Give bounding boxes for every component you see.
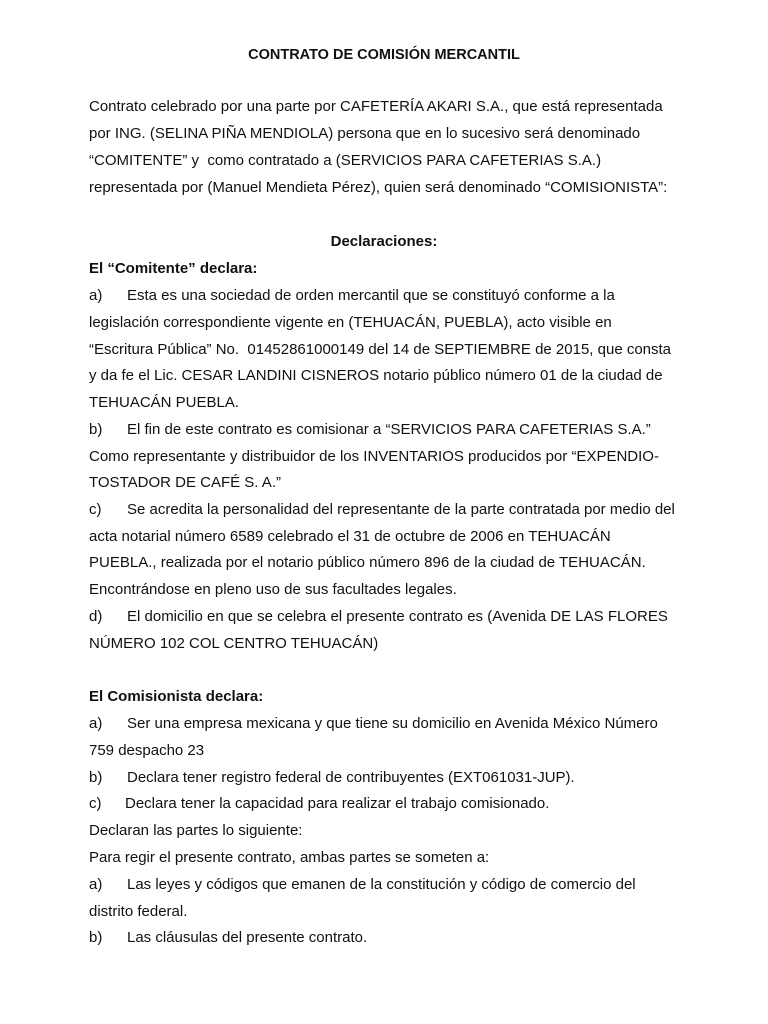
- partes-line: Declaran las partes lo siguiente:: [89, 822, 303, 839]
- item-text: Declara tener la capacidad para realizar el trabajo comisionado.: [125, 795, 550, 812]
- paragraph-line: y da fe el Lic. CESAR LANDINI CISNEROS notario público número 01 de la ciudad de: [89, 367, 663, 384]
- item-label: a): [89, 715, 103, 732]
- declaraciones-heading: Declaraciones:: [330, 233, 438, 250]
- intro-line: representada por (Manuel Mendieta Pérez), quien será denominado “COMISIONISTA”:: [89, 179, 668, 196]
- paragraph-line: NÚMERO 102 COL CENTRO TEHUACÁN): [89, 635, 379, 652]
- item-label: b): [89, 421, 103, 438]
- paragraph-line: Encontrándose en pleno uso de sus facultades legales.: [89, 581, 457, 598]
- comitente-heading: El “Comitente” declara:: [89, 260, 258, 277]
- regir-line: Para regir el presente contrato, ambas partes se someten a:: [89, 849, 490, 866]
- comisionista-heading: El Comisionista declara:: [89, 688, 264, 705]
- paragraph-line: “Escritura Pública” No. 01452861000149 del 14 de SEPTIEMBRE de 2015, que consta: [89, 341, 672, 358]
- paragraph-line: distrito federal.: [89, 903, 188, 920]
- sometimiento-item-b: [89, 928, 367, 948]
- comisionista-item-b: [89, 768, 575, 788]
- paragraph-line: TEHUACÁN PUEBLA.: [89, 394, 240, 411]
- comitente-item-a: [89, 286, 615, 306]
- item-text: El fin de este contrato es comisionar a “SERVICIOS PARA CAFETERIAS S.A.”: [127, 421, 651, 438]
- paragraph-line: TOSTADOR DE CAFÉ S. A.”: [89, 474, 281, 491]
- item-label: a): [89, 287, 103, 304]
- item-text: El domicilio en que se celebra el presente contrato es (Avenida DE LAS FLORES: [127, 608, 668, 625]
- comitente-item-d: [89, 607, 668, 627]
- paragraph-line: legislación correspondiente vigente en (TEHUACÁN, PUEBLA), acto visible en: [89, 314, 612, 331]
- comisionista-item-a: [89, 714, 658, 734]
- item-text: Esta es una sociedad de orden mercantil que se constituyó conforme a la: [127, 287, 615, 304]
- paragraph-line: acta notarial número 6589 celebrado el 31 de octubre de 2006 en TEHUACÁN: [89, 528, 611, 545]
- item-label: c): [89, 795, 102, 812]
- paragraph-line: 759 despacho 23: [89, 742, 205, 759]
- item-label: b): [89, 929, 103, 946]
- comisionista-item-c: [89, 794, 549, 814]
- item-label: c): [89, 501, 102, 518]
- item-text: Se acredita la personalidad del representante de la parte contratada por medio del: [127, 501, 675, 518]
- item-label: b): [89, 769, 103, 786]
- item-text: Declara tener registro federal de contribuyentes (EXT061031-JUP).: [127, 769, 575, 786]
- sometimiento-item-a: [89, 875, 636, 895]
- item-label: a): [89, 876, 103, 893]
- item-label: d): [89, 608, 103, 625]
- comitente-item-b: [89, 420, 651, 440]
- item-text: Las cláusulas del presente contrato.: [127, 929, 368, 946]
- intro-line: por ING. (SELINA PIÑA MENDIOLA) persona que en lo sucesivo será denominado: [89, 125, 641, 142]
- intro-line: “COMITENTE” y como contratado a (SERVICIOS PARA CAFETERIAS S.A.): [89, 152, 602, 169]
- item-text: Las leyes y códigos que emanen de la constitución y código de comercio del: [127, 876, 636, 893]
- paragraph-line: PUEBLA., realizada por el notario público número 896 de la ciudad de TEHUACÁN.: [89, 554, 646, 571]
- intro-line: Contrato celebrado por una parte por CAFETERÍA AKARI S.A., que está representada: [89, 98, 663, 115]
- paragraph-line: Como representante y distribuidor de los INVENTARIOS producidos por “EXPENDIO-: [89, 448, 659, 465]
- comitente-item-c: [89, 500, 675, 520]
- item-text: Ser una empresa mexicana y que tiene su domicilio en Avenida México Número: [127, 715, 658, 732]
- document-title: CONTRATO DE COMISIÓN MERCANTIL: [248, 47, 520, 63]
